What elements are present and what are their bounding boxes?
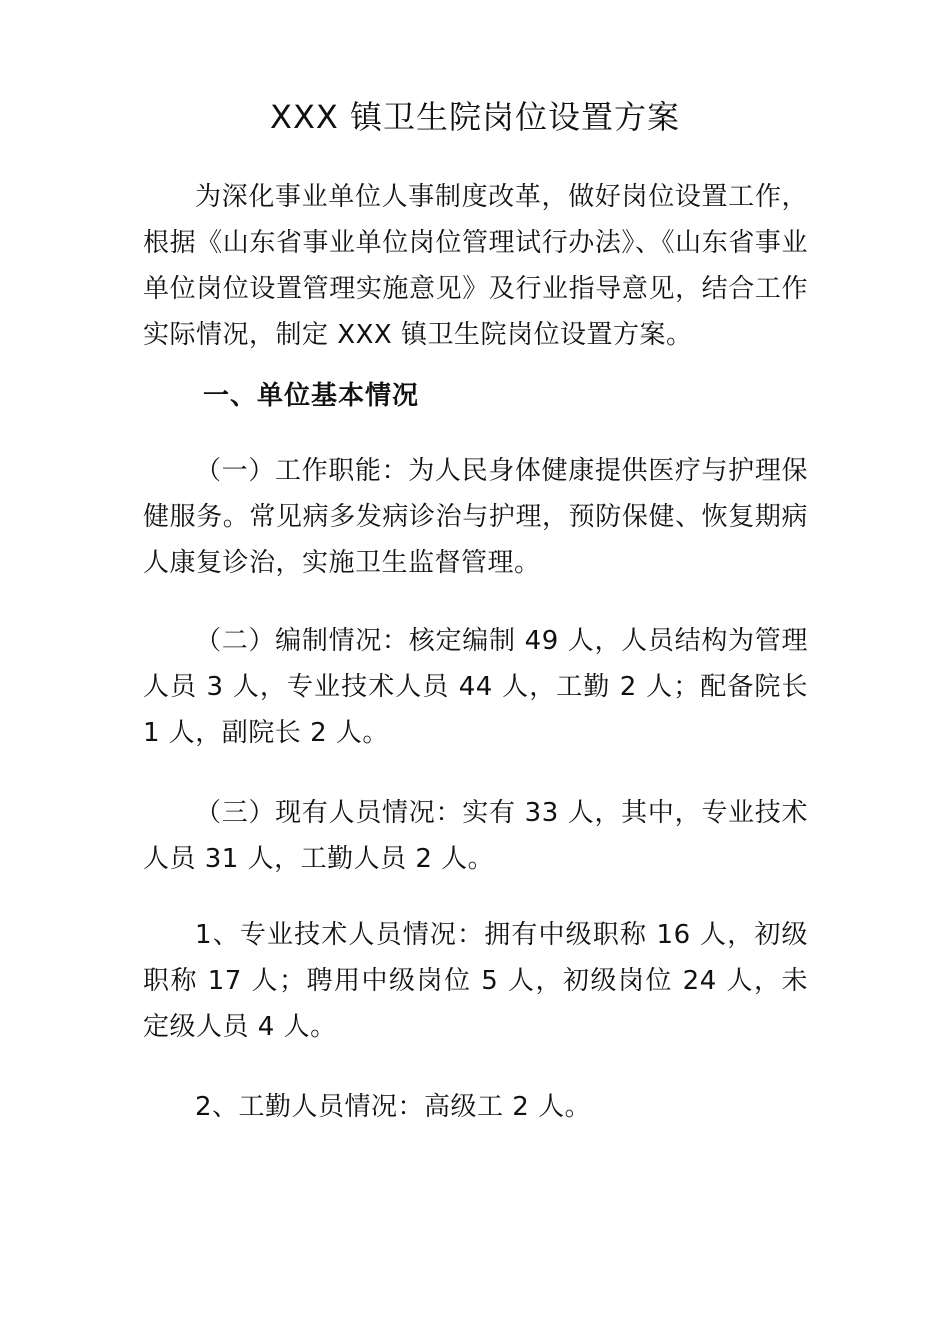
- section-heading-basic-info: 一、单位基本情况: [203, 381, 420, 411]
- intro-paragraph: 为深化事业单位人事制度改革，做好岗位设置工作，根据《山东省事业单位岗位管理试行办法》、《山东省事业单位岗位设置管理实施意见》及行业指导意见，结合工作实际情况，制定 XXX 镇卫生院岗位设置方案。: [143, 182, 808, 350]
- paragraph-staffing-quota: （二）编制情况：核定编制 49 人，人员结构为管理人员 3 人，专业技术人员 44 人，工勤 2 人；配备院长 1 人，副院长 2 人。: [143, 626, 808, 748]
- paragraph-work-function: （一）工作职能：为人民身体健康提供医疗与护理保健服务。常见病多发病诊治与护理，预防保健、恢复期病人康复诊治，实施卫生监督管理。: [143, 456, 808, 578]
- paragraph-current-staff: （三）现有人员情况：实有 33 人，其中，专业技术人员 31 人，工勤人员 2 人。: [143, 798, 808, 874]
- paragraph-professional-staff: 1、专业技术人员情况：拥有中级职称 16 人，初级职称 17 人；聘用中级岗位 5 人，初级岗位 24 人，未定级人员 4 人。: [143, 920, 808, 1042]
- document-title: XXX 镇卫生院岗位设置方案: [270, 98, 680, 136]
- paragraph-service-staff: 2、工勤人员情况：高级工 2 人。: [195, 1092, 592, 1122]
